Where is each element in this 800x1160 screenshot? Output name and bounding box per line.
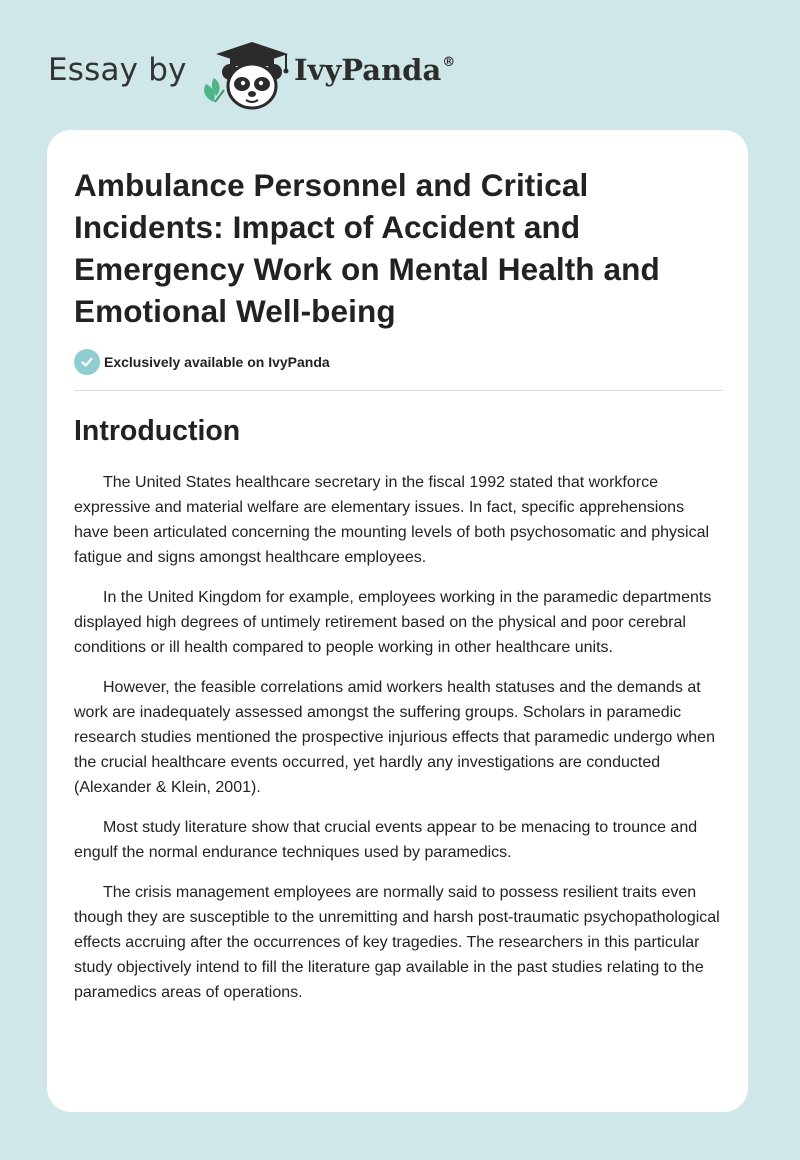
panda-logo-icon [200,38,296,112]
paragraph: Most study literature show that crucial events appear to be menacing to trounce and engulf the normal endurance techniques used by paramedics. [74,819,698,861]
exclusive-badge [74,348,723,376]
paragraph: However, the feasible correlations amid workers health statuses and the demands at work are inadequately assessed amongst the suffering groups. Scholars in paramedic research studies mentioned the prospective injurious effects that paramedic undergo when the crucial healthcare events occurred, yet hardly any investigations are conducted (Alexander & Klein, 2001). [74,679,715,796]
registered-mark: ® [442,55,456,70]
brand-name-text: IvyPanda [294,53,442,87]
paragraph: In the United Kingdom for example, employees working in the paramedic departments displayed high degrees of untimely retirement based on the physical and poor cerebral conditions or ill health compared to people working in other healthcare units. [74,589,712,656]
brand-header[interactable] [48,32,508,112]
section-heading-introduction: Introduction [74,415,241,447]
essay-title: Ambulance Personnel and Critical Incidents: Impact of Accident and Emergency Work on Mental Health and Emotional Well-being [74,167,660,329]
brand-prefix: Essay by [48,52,187,88]
paragraph: The crisis management employees are normally said to possess resilient traits even though they are susceptible to the unremitting and harsh post-traumatic psychopathological effects accruing after the occurrences of key tragedies. The researchers in this particular study objectively intend to fill the literature gap available in the past studies relating to the paramedics areas of operations. [74,884,720,1001]
divider [74,390,723,391]
essay-card [47,130,748,1112]
paragraph: The United States healthcare secretary in the fiscal 1992 stated that workforce expressive and material welfare are elementary issues. In fact, specific apprehensions have been articulated concerning the mounting levels of both psychosomatic and physical fatigue and signs amongst healthcare employees. [74,474,710,566]
introduction-body [74,470,723,1005]
brand-name [294,53,455,87]
exclusive-badge-text: Exclusively available on IvyPanda [104,354,330,370]
essay-content [74,164,723,1020]
check-icon [74,349,100,375]
